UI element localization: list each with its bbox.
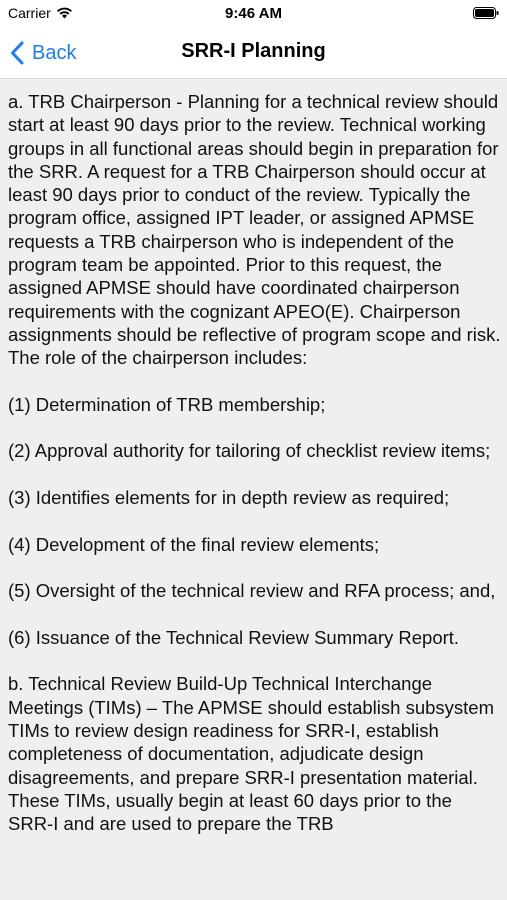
list-item-4: (4) Development of the final review elements; xyxy=(8,533,380,555)
paragraph-trb-chairperson: a. TRB Chairperson - Planning for a technical review should start at least 90 days prior to the review. Technical working groups in all functional areas should begin in preparation for the SRR. A request for a TRB Chairperson should occur at least 90 days prior to conduct of the review. Typically the program office, assigned IPT leader, or assigned APMSE requests a TRB chairperson who is independent of the program team be appointed. Prior to this request, the assigned APMSE should have coordinated chairperson requirements with the cognizant APEO(E). Chairperson assignments should be reflective of program scope and risk. The role of the chairperson includes: xyxy=(8,91,501,369)
page-title: SRR-I Planning xyxy=(181,40,326,62)
clock: 9:46 AM xyxy=(225,5,282,22)
carrier-label: Carrier xyxy=(8,5,51,21)
list-item-3: (3) Identifies elements for in depth review as required; xyxy=(8,487,450,509)
list-item-6: (6) Issuance of the Technical Review Summary Report. xyxy=(8,626,460,648)
paragraph-technical-review-buildup: b. Technical Review Build-Up Technical Interchange Meetings (TIMs) – The APMSE should establish subsystem TIMs to review design readiness for SRR-I, establish completeness of documentation, adjudicate design disagreements, and prepare SRR-I presentation material. These TIMs, usually begin at least 60 days prior to the SRR-I and are used to prepare the TRB xyxy=(8,673,494,835)
planning-text xyxy=(0,79,507,836)
list-item-5: (5) Oversight of the technical review and RFA process; and, xyxy=(8,580,496,602)
battery-icon xyxy=(473,7,499,19)
status-bar xyxy=(0,0,507,28)
back-label: Back xyxy=(32,41,77,64)
list-item-1: (1) Determination of TRB membership; xyxy=(8,393,326,415)
content-scroll-area[interactable] xyxy=(0,79,507,900)
list-item-2: (2) Approval authority for tailoring of checklist review items; xyxy=(8,440,491,462)
navigation-bar xyxy=(0,28,507,79)
